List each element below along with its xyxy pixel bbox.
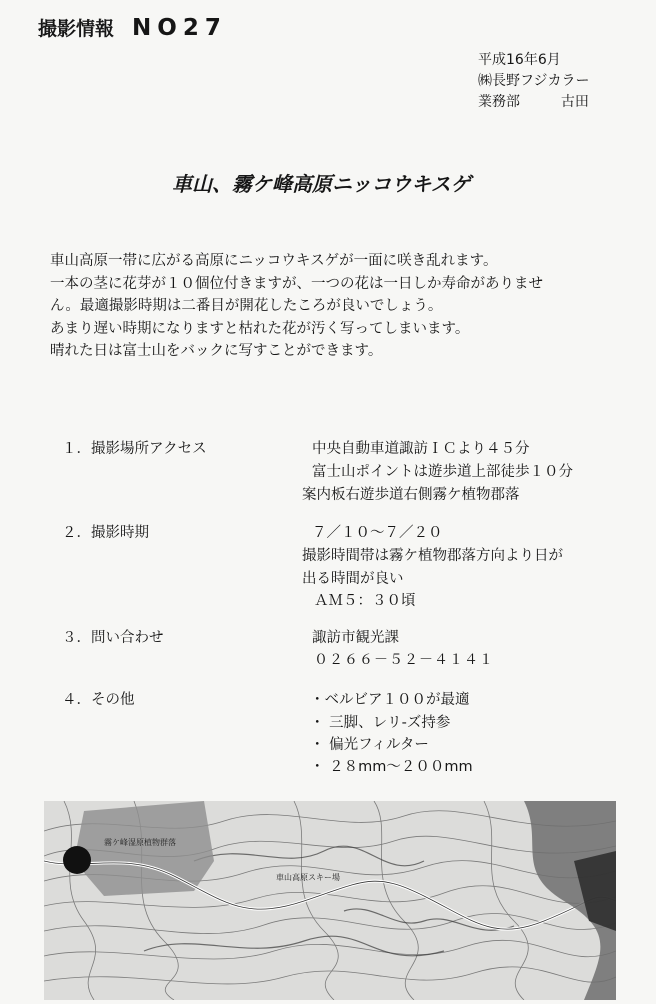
section-other-line: ・ベルビア１００が最適 — [310, 692, 470, 708]
section-access-line: 案内板右遊歩道右側霧ケ植物郡落 — [302, 487, 520, 503]
section-label-timing: ２．撮影時期 — [62, 525, 149, 541]
meta-department: 業務部 — [478, 94, 520, 110]
section-contact-line: 諏訪市観光課 — [312, 630, 399, 646]
intro-line: 車山高原一帯に広がる高原にニッコウキスゲが一面に咲き乱れます。 — [50, 253, 498, 269]
section-label-access: １．撮影場所アクセス — [62, 441, 207, 457]
meta-dept-line — [478, 92, 589, 113]
map-graphic — [44, 801, 616, 1000]
meta-date: 平成16年6月 — [478, 52, 561, 68]
map-label-ski: 車山高原スキー場 — [276, 873, 340, 882]
section-timing-line: 出る時間が良い — [302, 571, 404, 587]
section-other-line: ・ ２８mm～２００mm — [310, 759, 473, 775]
intro-line: 晴れた日は富士山をバックに写すことができます。 — [50, 343, 383, 359]
intro-paragraph — [50, 250, 543, 363]
meta-company: ㈱長野フジカラー — [478, 73, 590, 89]
section-contact-phone: ０２６６－５２－４１４１ — [314, 652, 494, 668]
section-access-line: 中央自動車道諏訪ＩＣより４５分 — [312, 441, 530, 457]
meta-block — [478, 50, 589, 113]
intro-line: あまり遅い時期になりますと枯れた花が汚く写ってしまいます。 — [50, 320, 470, 337]
section-label-other: ４．その他 — [62, 692, 135, 708]
intro-line: ん。最適撮影時期は二番目が開花したころが良いでしょう。 — [50, 298, 443, 314]
topographic-map — [44, 801, 616, 1000]
map-label-bog: 霧ケ峰湿原植物群落 — [104, 838, 176, 847]
section-access-line: 富士山ポイントは遊歩道上部徒歩１０分 — [312, 464, 573, 480]
meta-author: 古田 — [560, 94, 589, 110]
section-label-contact: ３．問い合わせ — [62, 630, 164, 646]
section-other-line: ・ 偏光フィルター — [310, 737, 429, 753]
doc-header — [38, 14, 227, 41]
section-other-line: ・ 三脚、レリ-ズ持参 — [310, 715, 451, 731]
header-label: 撮影情報 — [38, 18, 115, 40]
intro-line: 一本の茎に花芽が１０個位付きますが、一つの花は一日しか寿命がありませ — [50, 275, 543, 292]
section-timing-line: ７／１０～７／２０ — [312, 525, 443, 541]
section-timing-line: ＡＭ５：３０頃 — [314, 593, 416, 609]
section-timing-line: 撮影時間帯は霧ケ植物郡落方向より日が — [302, 548, 563, 564]
page-title: 車山、霧ケ峰高原ニッコウキスゲ — [172, 172, 471, 196]
header-number: NO27 — [132, 15, 227, 41]
